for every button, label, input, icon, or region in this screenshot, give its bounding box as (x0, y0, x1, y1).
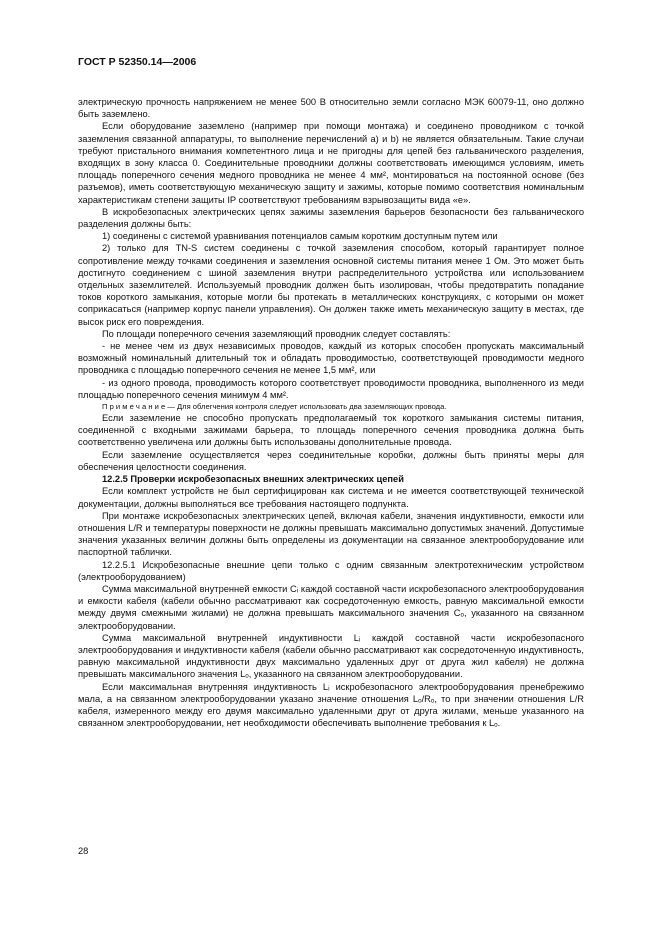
body-paragraph: 12.2.5.1 Искробезопасные внешние цепи только с одним связанным электротехническим устройством (электрооборудованием) (78, 559, 584, 582)
body-paragraph: В искробезопасных электрических цепях зажимы заземления барьеров безопасности без гальванического разделения должны быть: (78, 206, 584, 230)
body-paragraph: 2) только для TN-S систем соединены с точкой заземления способом, который гарантирует полное сопротивление между точками соединения и заземления основной системы питания менее 1 Ом. Это может быть достигнуто соединением с шиной заземления внутри распределительного устройства или использованием отдельных заземлителей. Используемый проводник должен быть изолирован, чтобы предотвратить попадание токов короткого замыкания, которые могли бы протекать в металлических конструкциях, с которыми он может соприкасаться (например корпус панели управления). Он должен также иметь механическую защиту в местах, где высок риск его повреждения. (78, 243, 584, 327)
body-paragraph: Если комплект устройств не был сертифицирован как система и не имеется соответствующей технической документации, должны выполняться все требования настоящего подпункта. (78, 486, 584, 509)
body-paragraph: Если заземление осуществляется через соединительные коробки, должны быть приняты меры для обеспечения целостности соединения. (78, 449, 584, 472)
body-paragraph: При монтаже искробезопасных электрических цепей, включая кабели, значения индуктивности, емкости или отношения L/R и температуры поверхности не должны превышать максимально допустимых значений. Допустимые значения указанных величин должны быть определены из документации на связанное электрооборудование или паспортной таблички. (78, 510, 584, 558)
body-paragraph: Сумма максимальной внутренней индуктивности Lᵢ каждой составной части искробезопасного электрооборудования и индуктивности кабеля (кабели обычно рассматривают как сосредоточенную индуктивность, равную максимальной индуктивности двух максимально удаленных друг от друга жил кабеля) не должна превышать максимального значения Lₒ, указанного на связанном электрооборудовании. (78, 632, 584, 680)
note-paragraph: П р и м е ч а н и е — Для облегчения контроля следует использовать два заземляющих провода. (102, 402, 447, 412)
section-heading: 12.2.5 Проверки искробезопасных внешних электрических цепей (102, 474, 404, 485)
body-paragraph: 1) соединены с системой уравнивания потенциалов самым коротким доступным путем или (102, 231, 498, 242)
body-paragraph: Сумма максимальной внутренней емкости Cᵢ каждой составной части искробезопасного электрооборудования и емкости кабеля (кабели обычно рассматривают как сосредоточенную емкость, равную максимальной емкости между двумя смежными жилами) не должна превышать максимального значения Cₒ, указанного на связанном электрооборудовании. (78, 583, 584, 631)
document-page (78, 56, 584, 729)
body-paragraph: - из одного провода, проводимость которого соответствует проводимости проводника, выполненного из меди площадью поперечного сечения минимум 4 мм². (78, 377, 584, 400)
document-header: ГОСТ Р 52350.14—2006 (78, 56, 197, 68)
body-paragraph: По площади поперечного сечения заземляющий проводник следует составлять: (102, 328, 451, 339)
body-paragraph: электрическую прочность напряжением не менее 500 В относительно земли согласно МЭК 60079-11, оно должно быть заземлено. (78, 97, 584, 120)
body-paragraph: - не менее чем из двух независимых проводов, каждый из которых способен пропускать максимальный возможный номинальный длительный ток и обладать проводимостью, соответствующей проводимости медного проводника с площадью поперечного сечения не менее 1,5 мм², или (78, 341, 584, 376)
body-paragraph: Если оборудование заземлено (например при помощи монтажа) и соединено проводником с точкой заземления связанной аппаратуры, то выполнение перечислений а) и b) не является обязательным. Такие случаи требуют пристального внимания компетентного лица и не пригодны для цепей без гальванического разделения, входящих в зону класса 0. Соединительные проводники должны соответствовать имеющимся условиям, иметь площадь поперечного сечения медного проводника не менее 4 мм², монтироваться на постоянной основе (без разъемов), иметь соответствующую механическую защиту и зажимы, которые помимо соответствия номинальным характеристикам степени защиты IP соответствуют требованиям взрывозащиты вида «е». (78, 121, 584, 205)
body-paragraph: Если заземление не способно пропускать предполагаемый ток короткого замыкания системы питания, соединенной с входными зажимами барьера, то площадь поперечного сечения проводника должна быть соответственно увеличена или должны быть использованы дополнительные провода. (78, 413, 584, 448)
page-number: 28 (78, 846, 89, 856)
document-body (78, 96, 584, 729)
body-paragraph: Если максимальная внутренняя индуктивность Lᵢ искробезопасного электрооборудования пренебрежимо мала, а на связанном электрооборудовании указано значение отношения Lₒ/Rₒ, то при значении отношения L/R кабеля, измеренного между его двумя максимально удаленными друг от друга жилами, меньше указанного на связанном электрооборудовании, нет необходимости обеспечивать выполнение требования к Lₒ. (78, 681, 584, 729)
